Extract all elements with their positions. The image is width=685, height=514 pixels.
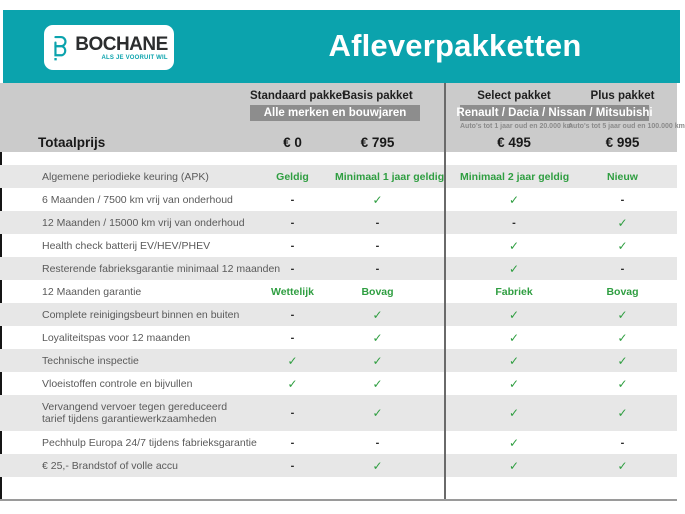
- table-row: [0, 372, 677, 395]
- feature-value: Bovag: [361, 285, 394, 298]
- check-icon: ✓: [508, 238, 520, 253]
- dash-icon: -: [290, 331, 295, 344]
- dash-icon: -: [512, 216, 516, 229]
- dash-icon: -: [290, 459, 295, 472]
- feature-label: Loyaliteitspas voor 12 maanden: [42, 331, 191, 344]
- dash-icon: -: [620, 262, 625, 275]
- check-icon: ✓: [372, 307, 383, 322]
- check-icon: ✓: [508, 406, 520, 420]
- feature-label: Pechhulp Europa 24/7 tijdens fabrieksgarantie: [42, 436, 257, 449]
- group-band-renault-dacia-nissan-mitsubishi: Renault / Dacia / Nissan / Mitsubishi: [456, 106, 653, 119]
- logo-tagline: ALS JE VOORUIT WIL: [101, 54, 168, 61]
- check-icon: ✓: [617, 353, 628, 368]
- check-icon: ✓: [508, 261, 520, 276]
- check-icon: ✓: [372, 353, 383, 368]
- column-note-plus: Auto's tot 5 jaar oud en 100.000 km: [568, 123, 685, 130]
- check-icon: ✓: [617, 376, 628, 391]
- feature-label: Technische inspectie: [42, 354, 139, 367]
- feature-label: 12 Maanden garantie: [42, 285, 142, 298]
- feature-value: Geldig: [276, 170, 309, 183]
- check-icon: ✓: [372, 192, 383, 207]
- column-header-standaard: Standaard pakket: [250, 89, 346, 102]
- check-icon: ✓: [617, 307, 628, 322]
- logo-name: BOCHANE: [75, 33, 168, 55]
- table-header-block: [0, 83, 685, 152]
- top-header-bar: [3, 10, 680, 83]
- dash-icon: -: [290, 262, 295, 275]
- table-row: [0, 303, 677, 326]
- check-icon: ✓: [372, 376, 383, 391]
- bochane-logo: [44, 25, 174, 70]
- check-icon: ✓: [508, 192, 520, 207]
- price-standaard: € 0: [283, 134, 302, 150]
- feature-value: Wettelijk: [271, 285, 314, 298]
- check-icon: ✓: [287, 376, 298, 391]
- price-plus: € 995: [605, 134, 640, 150]
- check-icon: ✓: [617, 330, 628, 345]
- feature-label: Vloeistoffen controle en bijvullen: [42, 377, 193, 390]
- check-icon: ✓: [617, 238, 628, 253]
- page-title: Afleverpakketten: [328, 28, 582, 63]
- check-icon: ✓: [508, 307, 520, 322]
- feature-label: Vervangend vervoer tegen gereduceerd tarief tijdens garantiewerkzaamheden: [42, 401, 228, 425]
- feature-value: Bovag: [606, 285, 639, 298]
- group-band-all-brands: Alle merken en bouwjaren: [250, 105, 420, 121]
- table-row: [0, 234, 677, 257]
- column-note-select: Auto's tot 1 jaar oud en 20.000 km: [460, 123, 573, 130]
- dash-icon: -: [375, 262, 380, 275]
- table-row: [0, 188, 677, 211]
- bochane-logo-icon: [50, 34, 70, 62]
- check-icon: ✓: [508, 353, 520, 368]
- dash-icon: -: [375, 436, 380, 449]
- feature-label: Algemene periodieke keuring (APK): [42, 170, 209, 183]
- column-header-basis: Basis pakket: [342, 89, 413, 102]
- feature-label: Complete reinigingsbeurt binnen en buiten: [42, 308, 240, 321]
- feature-label: Health check batterij EV/HEV/PHEV: [42, 239, 211, 252]
- table-row: [0, 257, 677, 280]
- total-price-label: Totaalprijs: [38, 134, 106, 150]
- table-row: [0, 326, 677, 349]
- dash-icon: -: [375, 239, 380, 252]
- check-icon: ✓: [372, 406, 383, 420]
- price-select: € 495: [497, 134, 531, 150]
- table-row: [0, 211, 677, 234]
- dash-icon: -: [375, 216, 380, 229]
- feature-label: € 25,- Brandstof of volle accu: [42, 459, 178, 472]
- table-row: [0, 349, 677, 372]
- table-bottom-border: [0, 499, 677, 501]
- check-icon: ✓: [372, 458, 383, 473]
- column-header-plus: Plus pakket: [590, 89, 655, 102]
- dash-icon: -: [290, 436, 295, 449]
- table-row: [0, 165, 677, 188]
- check-icon: ✓: [617, 458, 628, 473]
- dash-icon: -: [290, 216, 295, 229]
- price-basis: € 795: [360, 134, 395, 150]
- feature-value: Fabriek: [495, 285, 533, 298]
- table-row: [0, 454, 677, 477]
- feature-label: 12 Maanden / 15000 km vrij van onderhoud: [42, 216, 245, 229]
- dash-icon: -: [620, 436, 625, 449]
- dash-icon: -: [290, 308, 295, 321]
- vertical-divider: [444, 83, 446, 500]
- check-icon: ✓: [508, 376, 520, 391]
- table-row: [0, 431, 677, 454]
- dash-icon: -: [620, 193, 625, 206]
- check-icon: ✓: [508, 458, 520, 473]
- check-icon: ✓: [508, 435, 520, 450]
- feature-label: Resterende fabrieksgarantie minimaal 12 maanden: [42, 262, 281, 275]
- table-row: [0, 280, 677, 303]
- check-icon: ✓: [372, 330, 383, 345]
- check-icon: ✓: [508, 330, 520, 345]
- feature-value: Minimaal 2 jaar geldig: [460, 170, 570, 183]
- check-icon: ✓: [287, 353, 298, 368]
- feature-value: Nieuw: [607, 170, 638, 183]
- table-rows: [0, 152, 677, 499]
- table-row: [0, 477, 677, 499]
- dash-icon: -: [290, 193, 295, 206]
- table-row: [0, 152, 677, 165]
- feature-label: 6 Maanden / 7500 km vrij van onderhoud: [42, 193, 233, 206]
- dash-icon: -: [290, 407, 295, 419]
- check-icon: ✓: [617, 406, 628, 420]
- check-icon: ✓: [617, 215, 628, 230]
- feature-value: Minimaal 1 jaar geldig: [335, 170, 445, 183]
- table-row: [0, 395, 677, 431]
- dash-icon: -: [290, 239, 295, 252]
- column-header-select: Select pakket: [477, 89, 551, 102]
